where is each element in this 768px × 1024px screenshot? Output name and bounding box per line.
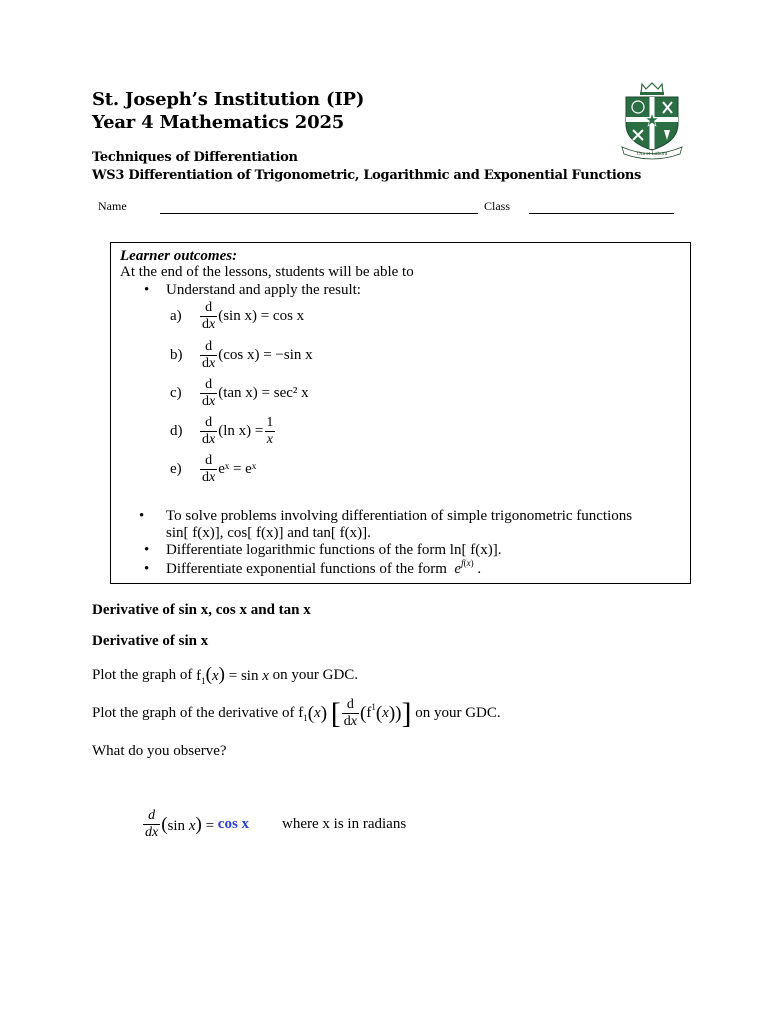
plot-instruction-2 [92,697,501,730]
worksheet-heading [92,149,641,184]
result-label: e) [170,461,182,477]
derivative-operator: $\frac{d}{dx}$ [202,377,216,409]
outcome-bullet-understand [144,282,361,299]
instruction-text: Plot the graph of [92,666,193,683]
outcome-text: Understand and apply the result: [166,282,361,298]
outcome-bullet-exp [144,558,482,578]
class-label: Class [484,199,511,213]
result-e [170,453,256,486]
name-label: Name [98,199,127,213]
outcome-text: To solve problems involving differentiation of simple trigonometric functions [166,508,633,524]
subsection-heading: Derivative of sin x [92,633,209,649]
result-c [170,377,309,410]
exp-form-math: $e^{f(x)}$ . [454,558,482,577]
result-lhs: (ln x) [218,423,252,439]
derivative-operator: $\frac{d}{dx}$ [202,415,216,447]
course-title: Year 4 Mathematics 2025 [92,112,345,133]
result-lhs: (tan x) [218,385,258,401]
result-b [170,339,313,372]
name-field[interactable] [160,213,478,214]
answer-text: cos x [217,816,250,832]
result-a [170,300,304,333]
derivative-operator: $\frac{d}{dx}$ [145,808,159,840]
f1-sinx-math: $f_1(x) = \sin x$ [192,664,269,686]
plot-instruction-1 [92,664,358,686]
result-label: b) [170,347,183,363]
result-rhs: = sec² x [261,385,309,401]
instruction-suffix: on your GDC. [272,666,359,683]
result-rhs: = eˣ [232,461,257,477]
result-label: a) [170,308,182,324]
learner-outcomes-intro: At the end of the lessons, students will be able to [120,264,414,280]
result-rhs: = cos x [260,308,305,324]
result-rhs: = [254,423,264,439]
derivative-operator: $\frac{d}{dx}$ [202,453,216,485]
class-field[interactable] [529,213,674,214]
derivative-math: f 1 ( x ) [ $\frac{d}{dx}$ ( f 1 ( x )) ] [294,696,412,730]
result-label: d) [170,423,183,439]
derivative-operator: $\frac{d}{dx}$ [202,339,216,371]
radians-note: where x is in radians [282,816,407,832]
outcome-text: Differentiate logarithmic functions of the form ln[ f(x)]. [166,542,502,558]
bullet-icon: • [144,561,150,577]
crest-motto: Ora et Labora [636,151,668,157]
result-d [170,415,276,448]
derivative-result [142,808,406,841]
bullet-icon: • [144,542,150,558]
one-over-x: $\frac{1}{x}$ [266,415,274,447]
topic-title: Techniques of Differentiation [92,150,298,165]
sinx-math: (sin x) = [161,813,218,835]
result-rhs: = −sin x [263,347,313,363]
result-lhs: eˣ [218,461,230,477]
school-name: St. Joseph’s Institution (IP) [92,89,365,110]
result-lhs: (cos x) [218,347,260,363]
outcome-text-cont: sin[ f(x)], cos[ f(x)] and tan[ f(x)]. [166,525,371,541]
bullet-icon: • [139,508,145,524]
worksheet-title: WS3 Differentiation of Trigonometric, Logarithmic and Exponential Functions [92,167,642,183]
instruction-suffix: on your GDC. [415,705,501,721]
learner-outcomes-title: Learner outcomes: [120,248,238,264]
question-text: What do you observe? [92,743,227,759]
instruction-text: Plot the graph of the derivative of [92,705,295,721]
school-title [92,88,364,134]
outcome-bullet-log [144,542,502,559]
bullet-icon: • [144,282,150,298]
outcome-text: Differentiate exponential functions of the form [166,561,447,577]
section-heading: Derivative of sin x, cos x and tan x [92,602,311,618]
result-lhs: (sin x) [218,308,257,324]
derivative-operator: $\frac{d}{dx}$ [202,300,216,332]
result-label: c) [170,385,182,401]
outcome-bullet-trig [139,508,633,542]
